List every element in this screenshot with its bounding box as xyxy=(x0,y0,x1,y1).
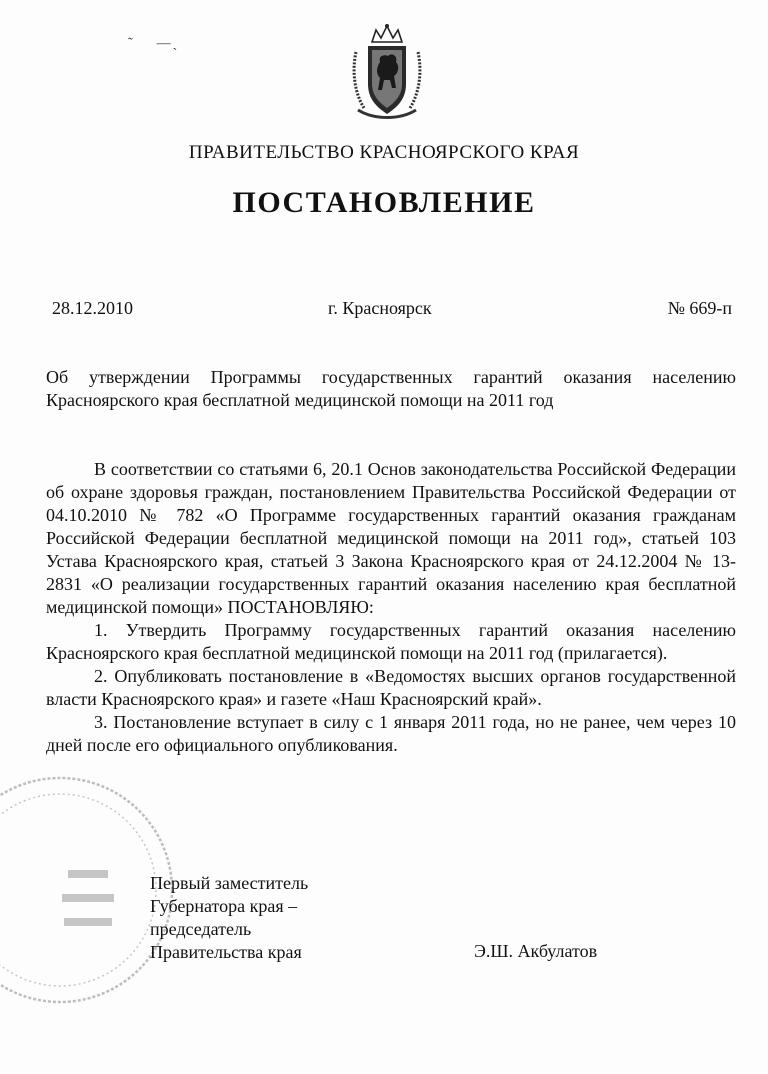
document-type-heading: ПОСТАНОВЛЕНИЕ xyxy=(232,186,536,219)
preamble-paragraph: В соответствии со статьями 6, 20.1 Основ законодательства Российской Федерации об охране здоровья граждан, постановлением Правительства Российской Федерации от 04.10.2010 № 782 «О Программе государственных гарантий оказания гражданам Российской Федерации бесплатной медицинской помощи на 2011 год», статьей 103 Устава Красноярского края, статьей 3 Закона Красноярского края от 24.12.2004 № 13-2831 «О реализации государственных гарантий оказания населению края бесплатной медицинской помощи» ПОСТАНОВЛЯЮ: xyxy=(46,459,736,617)
scan-marks: ˜ —ˎ xyxy=(128,36,180,51)
signer-position-line: председатель xyxy=(150,919,252,939)
signer-name: Э.Ш. Акбулатов xyxy=(474,941,598,961)
document-meta-row xyxy=(52,298,732,324)
resolution-item: 2. Опубликовать постановление в «Ведомостях высших органов государственной власти Красноярского края» и газете «Наш Красноярский край». xyxy=(46,666,736,709)
signer-position-line: Губернатора края – xyxy=(150,896,298,916)
document-city: г. Красноярск xyxy=(328,298,432,318)
document-number: № 669-п xyxy=(667,298,732,318)
document-body xyxy=(46,458,736,757)
signature-block xyxy=(150,872,370,964)
document-subject: Об утверждении Программы государственных гарантий оказания населению Красноярского края бесплатной медицинской помощи на 2011 год xyxy=(46,367,736,410)
document-date: 28.12.2010 xyxy=(52,298,133,318)
resolution-item: 1. Утвердить Программу государственных гарантий оказания населению Красноярского края бесплатной медицинской помощи на 2011 год (прилагается). xyxy=(46,620,736,663)
resolution-item: 3. Постановление вступает в силу с 1 января 2011 года, но не ранее, чем через 10 дней после его официального опубликования. xyxy=(46,712,736,755)
signer-position-line: Правительства края xyxy=(150,942,302,962)
government-title: ПРАВИТЕЛЬСТВО КРАСНОЯРСКОГО КРАЯ xyxy=(188,142,580,163)
coat-of-arms-icon xyxy=(350,22,424,122)
signer-position-line: Первый заместитель xyxy=(150,873,309,893)
